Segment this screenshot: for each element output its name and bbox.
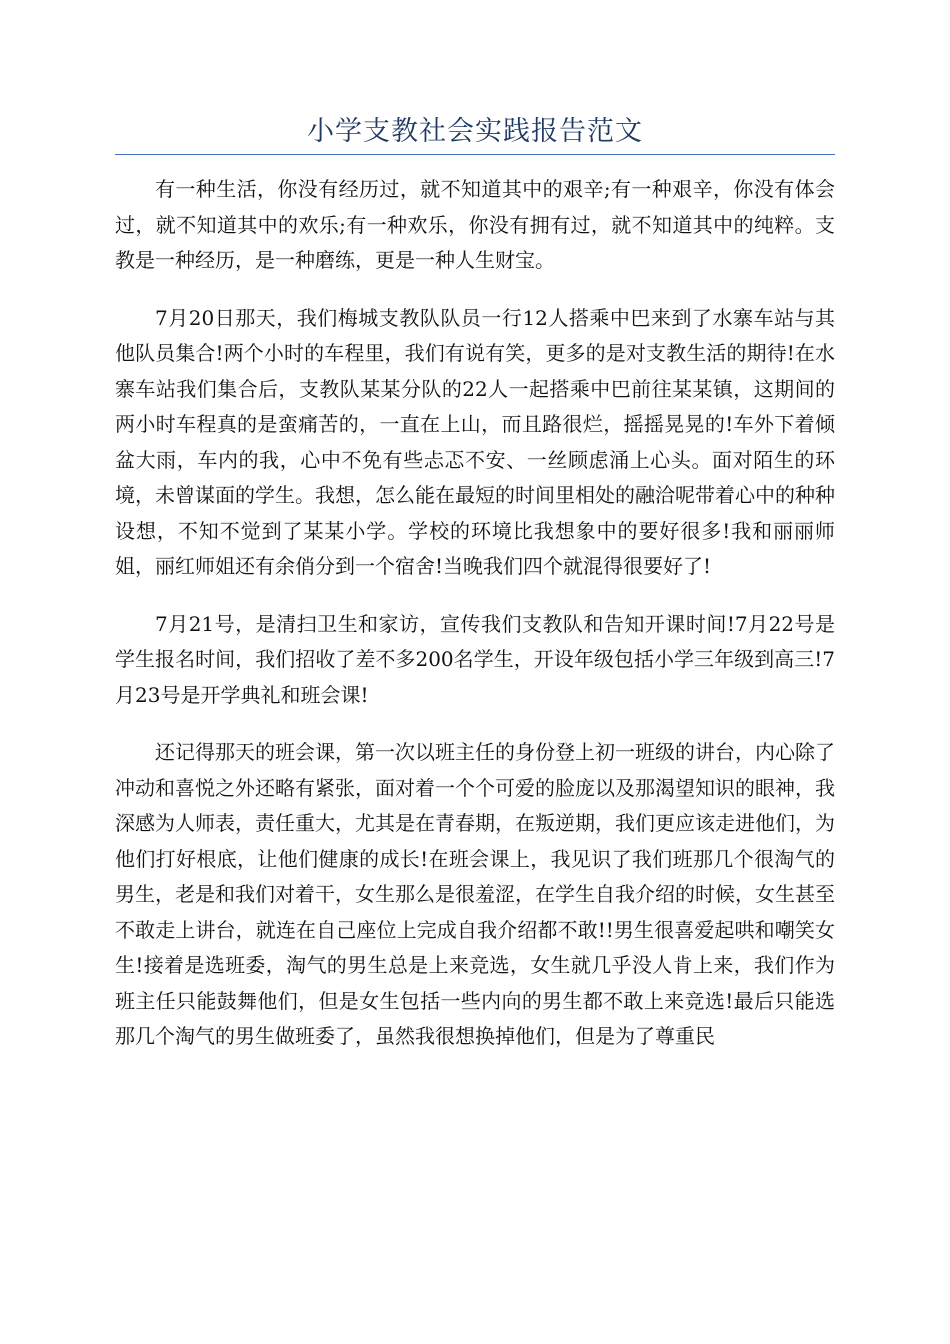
paragraph-class-meeting: 还记得那天的班会课，第一次以班主任的身份登上初一班级的讲台，内心除了冲动和喜悦之外还略有紧张，面对着一个个可爱的脸庞以及那渴望知识的眼神，我深感为人师表，责任重大，尤其是在青春期，在叛逆期，我们更应该走进他们，为他们打好根底，让他们健康的成长!在班会课上，我见识了我们班那几个很淘气的男生，老是和我们对着干，女生那么是很羞涩，在学生自我介绍的时候，女生甚至不敢走上讲台，就连在自己座位上完成自我介绍都不敢!!男生很喜爱起哄和嘲笑女生!接着是选班委，淘气的男生总是上来竞选，女生就几乎没人肯上来，我们作为班主任只能鼓舞他们，但是女生包括一些内向的男生都不敢上来竞选!最后只能选那几个淘气的男生做班委了，虽然我很想换掉他们，但是为了尊重民 bbox=[115, 740, 835, 1048]
title-underline bbox=[115, 154, 835, 155]
document-body bbox=[115, 172, 835, 1077]
paragraph-july-21: 7月21号，是清扫卫生和家访，宣传我们支教队和告知开课时间!7月22号是学生报名时间，我们招收了差不多200名学生，开设年级包括小学三年级到高三!7月23号是开学典礼和班会课! bbox=[115, 611, 835, 707]
document-title: 小学支教社会实践报告范文 bbox=[307, 116, 643, 147]
paragraph-july-20: 7月20日那天，我们梅城支教队队员一行12人搭乘中巴来到了水寨车站与其他队员集合!两个小时的车程里，我们有说有笑，更多的是对支教生活的期待!在水寨车站我们集合后，支教队某某分队的22人一起搭乘中巴前往某某镇，这期间的两小时车程真的是蛮痛苦的，一直在上山，而且路很烂，摇摇晃晃的!车外下着倾盆大雨，车内的我，心中不免有些忐忑不安、一丝顾虑涌上心头。面对陌生的环境，未曾谋面的学生。我想，怎么能在最短的时间里相处的融洽呢带着心中的种种设想，不知不觉到了某某小学。学校的环境比我想象中的要好很多!我和丽丽师姐，丽红师姐还有余俏分到一个宿舍!当晚我们四个就混得很要好了! bbox=[115, 305, 835, 578]
paragraph-intro: 有一种生活，你没有经历过，就不知道其中的艰辛;有一种艰辛，你没有体会过，就不知道其中的欢乐;有一种欢乐，你没有拥有过，就不知道其中的纯粹。支教是一种经历，是一种磨练，更是一种人生财宝。 bbox=[115, 177, 835, 272]
title-block bbox=[115, 112, 835, 155]
